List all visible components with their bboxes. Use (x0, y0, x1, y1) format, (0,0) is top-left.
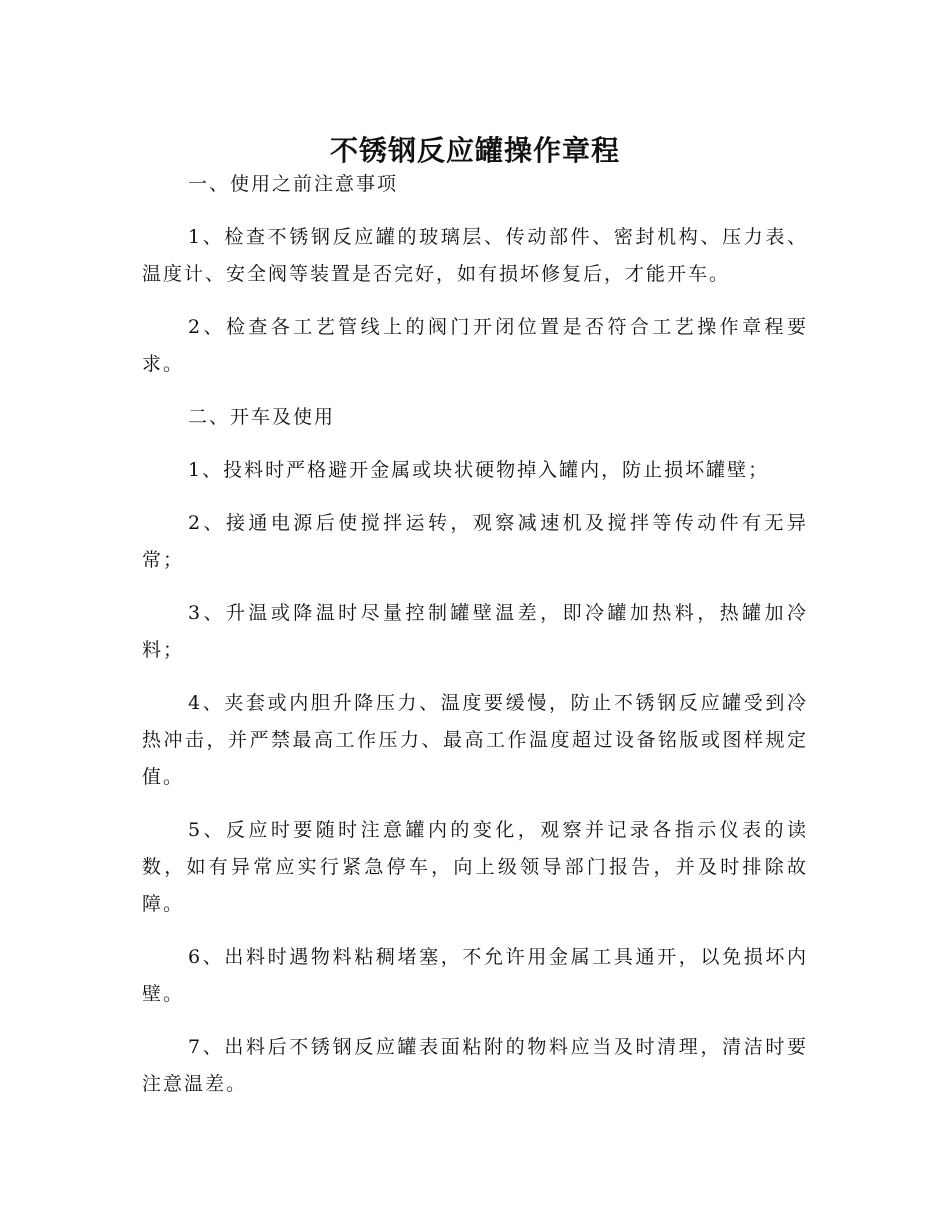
paragraph: 2、接通电源后使搅拌运转，观察减速机及搅拌等传动件有无异常； (142, 512, 808, 571)
section-heading-startup-and-use: 二、开车及使用 (188, 406, 336, 428)
section-heading-before-use: 一、使用之前注意事项 (188, 173, 399, 195)
paragraph: 1、投料时严格避开金属或块状硬物掉入罐内，防止损坏罐壁； (188, 459, 770, 481)
paragraph: 7、出料后不锈钢反应罐表面粘附的物料应当及时清理，清洁时要注意温差。 (142, 1036, 808, 1095)
paragraph: 5、反应时要随时注意罐内的变化，观察并记录各指示仪表的读数，如有异常应实行紧急停车，向上级领导部门报告，并及时排除故障。 (142, 819, 808, 915)
paragraph: 3、升温或降温时尽量控制罐壁温差，即冷罐加热料，热罐加冷料； (142, 602, 808, 661)
paragraph: 1、检查不锈钢反应罐的玻璃层、传动部件、密封机构、压力表、温度计、安全阀等装置是否完好，如有损坏修复后，才能开车。 (142, 226, 808, 285)
paragraph: 4、夹套或内胆升降压力、温度要缓慢，防止不锈钢反应罐受到冷热冲击，并严禁最高工作压力、最高工作温度超过设备铭版或图样规定值。 (142, 692, 808, 788)
document-body (142, 166, 808, 1119)
paragraph: 6、出料时遇物料粘稠堵塞，不允许用金属工具通开，以免损坏内壁。 (142, 946, 808, 1005)
paragraph: 2、检查各工艺管线上的阀门开闭位置是否符合工艺操作章程要求。 (142, 316, 808, 375)
document-title: 不锈钢反应罐操作章程 (329, 133, 620, 167)
